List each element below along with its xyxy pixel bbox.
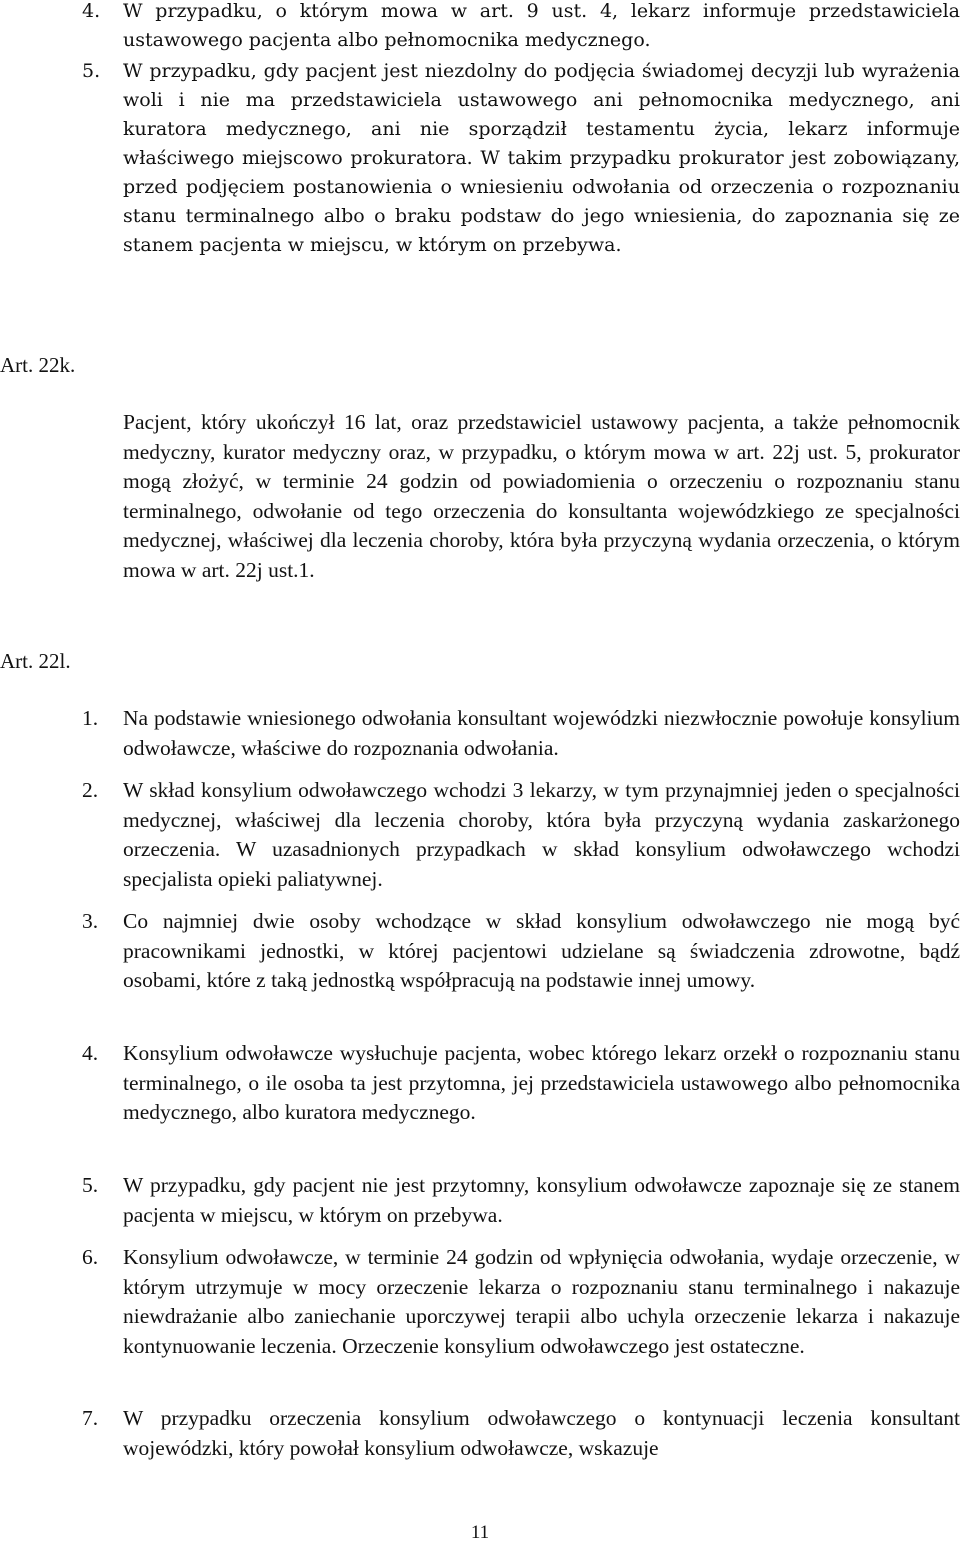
item-text: W przypadku, gdy pacjent jest niezdolny do podjęcia świadomej decyzji lub wyrażenia woli i nie ma przedstawiciela ustawowego ani pełnomocnika medycznego, ani kuratora medycznego, ani nie sporządził testamentu życia, lekarz informuje właściwego miejscowo prokuratora. W takim przypadku prokurator jest zobowiązany, przed podjęciem postanowienia o wniesieniu odwołania od orzeczenia o rozpoznaniu stanu terminalnego albo o braku podstaw do jego wniesienia, do zapoznania się ze stanem pacjenta w miejscu, w którym on przebywa. [123, 60, 960, 256]
article-heading-22k: Art. 22k. [0, 353, 76, 377]
list-item [82, 907, 960, 996]
item-text: W przypadku orzeczenia konsylium odwoławczego o kontynuacji leczenia konsultant wojewódzki, który powołał konsylium odwoławcze, wskazuje [123, 1406, 960, 1460]
item-number: 1. [82, 706, 99, 730]
item-number: 7. [82, 1406, 99, 1430]
article-22k-paragraph: Pacjent, który ukończył 16 lat, oraz przedstawiciel ustawowy pacjenta, a także pełnomocnik medyczny, kurator medyczny oraz, w przypadku, o którym mowa w art. 22j ust. 5, prokurator mogą złożyć, w terminie 24 godzin od powiadomienia o orzeczeniu o rozpoznaniu stanu terminalnego, odwołanie od tego orzeczenia do konsultanta wojewódzkiego ze specjalności medycznej, właściwej dla leczenia choroby, która była przyczyną wydania orzeczenia, o którym mowa w art. 22j ust.1. [123, 410, 960, 582]
item-text: Konsylium odwoławcze wysłuchuje pacjenta, wobec którego lekarz orzekł o rozpoznaniu stanu terminalnego, o ile osoba ta jest przytomna, jej przedstawiciela ustawowego albo pełnomocnika medycznego, albo kuratora medycznego. [123, 1041, 960, 1124]
list-item [82, 0, 960, 55]
item-number: 4. [82, 0, 101, 22]
list-item [82, 57, 960, 260]
item-text: Co najmniej dwie osoby wchodzące w skład konsylium odwoławczego nie mogą być pracownikami jednostki, w której pacjentowi udzielane są świadczenia zdrowotne, bądź osobami, które z taką jednostką współpracują na podstawie innej umowy. [123, 909, 960, 992]
item-number: 5. [82, 1173, 99, 1197]
item-text: W skład konsylium odwoławczego wchodzi 3 lekarzy, w tym przynajmniej jeden o specjalności medycznej, właściwej dla leczenia choroby, która była przyczyną wydania zaskarżonego orzeczenia. W uzasadnionych przypadkach w skład konsylium odwoławczego wchodzi specjalista opieki paliatywnej. [123, 778, 960, 891]
list-item [82, 776, 960, 894]
item-number: 5. [82, 60, 101, 82]
page-number: 11 [470, 1522, 490, 1543]
list-item [82, 1404, 960, 1463]
item-text: W przypadku, gdy pacjent nie jest przytomny, konsylium odwoławcze zapoznaje się ze stanem pacjenta w miejscu, w którym on przebywa. [123, 1173, 960, 1227]
article-heading-22l: Art. 22l. [0, 649, 71, 673]
item-number: 2. [82, 778, 99, 802]
list-item [82, 1171, 960, 1230]
item-number: 4. [82, 1041, 99, 1065]
item-text: Konsylium odwoławcze, w terminie 24 godzin od wpłynięcia odwołania, wydaje orzeczenie, w którym utrzymuje w mocy orzeczenie lekarza o rozpoznaniu stanu terminalnego i nakazuje niewdrażanie albo zaniechanie uporczywej terapii albo uchyla orzeczenie lekarza i nakazuje kontynuowanie leczenia. Orzeczenie konsylium odwoławczego jest ostateczne. [123, 1245, 960, 1358]
item-number: 3. [82, 909, 99, 933]
item-number: 6. [82, 1245, 99, 1269]
item-text: W przypadku, o którym mowa w art. 9 ust. 4, lekarz informuje przedstawiciela ustawowego pacjenta albo pełnomocnika medycznego. [123, 0, 960, 51]
list-item [82, 1243, 960, 1361]
list-item [82, 1039, 960, 1128]
list-item [82, 704, 960, 763]
item-text: Na podstawie wniesionego odwołania konsultant wojewódzki niezwłocznie powołuje konsylium odwoławcze, właściwe do rozpoznania odwołania. [123, 706, 960, 760]
